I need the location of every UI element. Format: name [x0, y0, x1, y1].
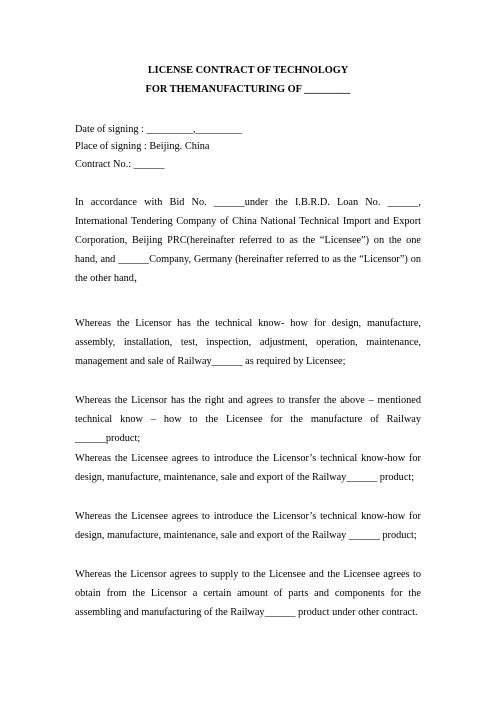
- whereas-paragraph-1: Whereas the Licensor has the technical know- how for design, manufacture, assembly, installation, test, inspection, adjustment, operation, maintenance, management and sale of Railway______ as required by Licensee;: [75, 318, 421, 367]
- preamble-paragraph: In accordance with Bid No. ______under the I.B.R.D. Loan No. ______, International Tendering Company of China National Technical Import and Export Corporation, Beijing PRC(hereinafter referred to as the “Licensee”) on the one hand, and ______Company, Germany (hereinafter referred to as the “Licensor”) on the other hand，: [75, 197, 421, 284]
- whereas-paragraph-5: Whereas the Licensor agrees to supply to the Licensee and the Licensee agrees to obtain from the Licensor a certain amount of parts and components for the assembling and manufacturing of the Railway______ product under other contract.: [75, 569, 421, 618]
- whereas-paragraph-3: Whereas the Licensee agrees to introduce the Licensor’s technical know-how for design, manufacture, maintenance, sale and export of the Railway______ product;: [75, 453, 421, 483]
- place-of-signing: Place of signing : Beijing. China: [75, 141, 210, 152]
- contract-number: Contract No.: ______: [75, 159, 165, 170]
- whereas-paragraph-4: Whereas the Licensee agrees to introduce the Licensor’s technical know-how for design, manufacture, maintenance, sale and export of the Railway ______ product;: [75, 511, 421, 541]
- whereas-paragraph-2: Whereas the Licensor has the right and agrees to transfer the above – mentioned technical know – how to the Licensee for the manufacture of Railway ______product;: [75, 395, 421, 444]
- title-line-2: FOR THEMANUFACTURING OF _________: [145, 84, 351, 95]
- title-line-1: LICENSE CONTRACT OF TECHNOLOGY: [147, 65, 349, 76]
- date-of-signing: Date of signing : _________,_________: [75, 124, 242, 135]
